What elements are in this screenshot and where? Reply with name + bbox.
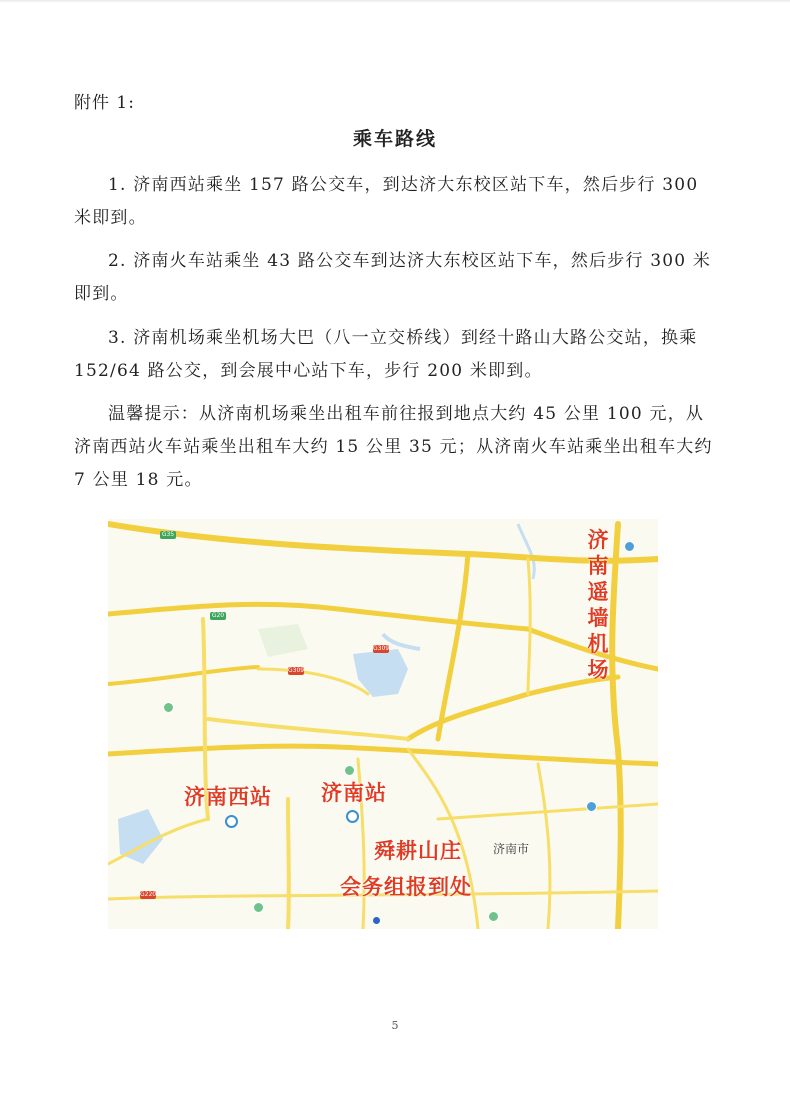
tip-paragraph: 温馨提示：从济南机场乘坐出租车前往报到地点大约 45 公里 100 元，从济南西站火车站乘坐出租车大约 15 公里 35 元；从济南火车站乘坐出租车大约 7 公里 18 元。 bbox=[74, 404, 713, 490]
zoo-poi-icon bbox=[344, 765, 355, 776]
venue-location-dot-icon bbox=[373, 917, 380, 924]
page-number: 5 bbox=[391, 1019, 399, 1032]
route-2: 2. 济南火车站乘坐 43 路公交车到达济大东校区站下车，然后步行 300 米即到。 bbox=[74, 251, 712, 304]
highway-shield-g309-a: G309 bbox=[373, 645, 390, 652]
route-map bbox=[108, 519, 658, 929]
route-1: 1. 济南西站乘坐 157 路公交车，到达济大东校区站下车，然后步行 300 米即到。 bbox=[74, 175, 699, 228]
district-poi-icon bbox=[488, 911, 499, 922]
city-label: 济南市 bbox=[493, 842, 530, 856]
west-station-label: 济南西站 bbox=[184, 785, 272, 809]
registration-label: 会务组报到处 bbox=[340, 875, 472, 899]
top-edge bbox=[0, 0, 790, 3]
school-poi-icon bbox=[253, 902, 264, 913]
park-poi-icon bbox=[163, 702, 174, 713]
highway-shield-g220: G220 bbox=[140, 891, 157, 898]
attachment-label: 附件 1: bbox=[74, 93, 135, 113]
west-station-marker-icon bbox=[225, 815, 238, 828]
highway-shield-g35: G35 bbox=[161, 531, 175, 538]
station-label: 济南站 bbox=[321, 781, 387, 805]
route-3: 3. 济南机场乘坐机场大巴（八一立交桥线）到经十路山大路公交站，换乘 152/64 路公交，到会展中心站下车，步行 200 米即到。 bbox=[74, 328, 698, 381]
university-poi-icon bbox=[586, 801, 597, 812]
station-marker-icon bbox=[346, 810, 359, 823]
highway-shield-g20: G20 bbox=[211, 612, 225, 619]
map-roads bbox=[108, 519, 658, 929]
venue-label: 舜耕山庄 bbox=[374, 839, 462, 863]
airport-poi-icon bbox=[624, 541, 635, 552]
airport-label: 济南遥墙机场 bbox=[587, 528, 609, 682]
highway-shield-g309-b: G309 bbox=[288, 667, 305, 674]
page-title: 乘车路线 bbox=[352, 128, 437, 150]
